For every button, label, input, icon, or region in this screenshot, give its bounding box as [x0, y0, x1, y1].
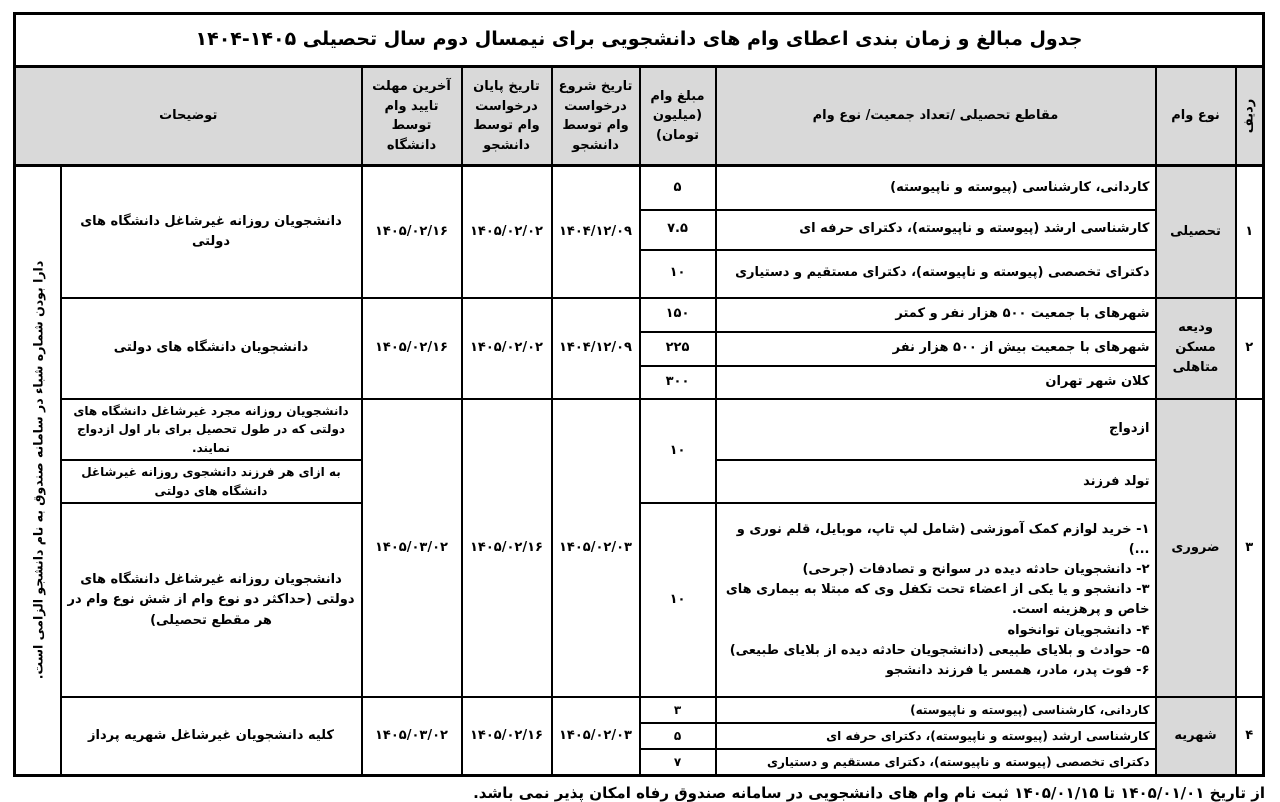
table-title: جدول مبالغ و زمان بندی اعطای وام های دانشجویی برای نیمسال دوم سال تحصیلی ۱۴۰۵-۱۴۰۴ — [14, 14, 1263, 67]
footer-note: از تاریخ ۱۴۰۵/۰۱/۰۱ تا ۱۴۰۵/۰۱/۱۵ ثبت نام وام های دانشجویی در سامانه صندوق رفاه امکان پذیر نمی باشد. — [473, 783, 1265, 802]
list-item: ۴- دانشجویان توانخواه — [1007, 622, 1150, 638]
header-loan-type: نوع وام — [1156, 67, 1236, 166]
level-cell: کلان شهر تهران — [716, 366, 1156, 399]
header-deadline: آخرین مهلت تایید وام توسط دانشگاه — [362, 67, 462, 166]
level-cell: شهرهای با جمعیت ۵۰۰ هزار نفر و کمتر — [716, 298, 1156, 332]
start-date-cell: ۱۴۰۴/۱۲/۰۹ — [552, 298, 640, 399]
table-row — [14, 298, 1263, 332]
header-row-number — [1236, 67, 1264, 166]
amount-cell: ۱۰ — [640, 503, 716, 697]
row-number-cell: ۲ — [1236, 298, 1264, 399]
loan-type-cell: ضروری — [1156, 399, 1236, 698]
level-cell: کاردانی، کارشناسی (پیوسته و ناپیوسته) — [716, 166, 1156, 210]
end-date-cell: ۱۴۰۵/۰۲/۰۲ — [462, 298, 552, 399]
row-number-cell: ۱ — [1236, 166, 1264, 298]
table-row — [14, 399, 1263, 461]
note-cell: کلیه دانشجویان غیرشاغل شهریه پرداز — [61, 697, 362, 775]
emergency-loan-items-cell — [716, 503, 1156, 697]
amount-cell: ۱۰ — [640, 250, 716, 298]
table-title-row — [14, 14, 1263, 67]
note-cell: به ازای هر فرزند دانشجوی روزانه غیرشاغل دانشگاه های دولتی — [61, 460, 362, 503]
loan-type-cell: شهریه — [1156, 697, 1236, 775]
table-header-row — [14, 67, 1263, 166]
level-cell: ازدواج — [716, 399, 1156, 461]
row-number-cell: ۴ — [1236, 697, 1264, 775]
loan-type-cell: تحصیلی — [1156, 166, 1236, 298]
table-row — [14, 166, 1263, 210]
deadline-cell: ۱۴۰۵/۰۳/۰۲ — [362, 399, 462, 698]
header-end-date: تاریخ پایان درخواست وام توسط دانشجو — [462, 67, 552, 166]
start-date-cell: ۱۴۰۵/۰۲/۰۳ — [552, 399, 640, 698]
level-cell: تولد فرزند — [716, 460, 1156, 503]
level-cell: کارشناسی ارشد (پیوسته و ناپیوسته)، دکترای حرفه ای — [716, 210, 1156, 250]
amount-cell: ۷.۵ — [640, 210, 716, 250]
note-cell: دانشجویان روزانه غیرشاغل دانشگاه های دولتی — [61, 166, 362, 298]
level-cell: شهرهای با جمعیت بیش از ۵۰۰ هزار نفر — [716, 332, 1156, 366]
amount-cell: ۱۵۰ — [640, 298, 716, 332]
note-cell: دانشجویان روزانه غیرشاغل دانشگاه های دولتی (حداکثر دو نوع وام از شش نوع وام در هر مقطع تحصیلی) — [61, 503, 362, 697]
deadline-cell: ۱۴۰۵/۰۳/۰۲ — [362, 697, 462, 775]
level-cell: کاردانی، کارشناسی (پیوسته و ناپیوسته) — [716, 697, 1156, 723]
start-date-cell: ۱۴۰۴/۱۲/۰۹ — [552, 166, 640, 298]
amount-cell: ۷ — [640, 749, 716, 775]
end-date-cell: ۱۴۰۵/۰۲/۰۲ — [462, 166, 552, 298]
header-notes: توضیحات — [14, 67, 361, 166]
side-note: دارا بودن شماره شباء در سامانه صندوق به نام دانشجو الزامی است. — [30, 261, 46, 680]
header-levels: مقاطع تحصیلی /تعداد جمعیت/ نوع وام — [716, 67, 1156, 166]
amount-cell: ۵ — [640, 166, 716, 210]
start-date-cell: ۱۴۰۵/۰۲/۰۳ — [552, 697, 640, 775]
table-row — [14, 697, 1263, 723]
header-row-number-label: ردیف — [1241, 98, 1257, 134]
end-date-cell: ۱۴۰۵/۰۲/۱۶ — [462, 399, 552, 698]
note-cell: دانشجویان دانشگاه های دولتی — [61, 298, 362, 399]
end-date-cell: ۱۴۰۵/۰۲/۱۶ — [462, 697, 552, 775]
level-cell: دکترای تخصصی (پیوسته و ناپیوسته)، دکترای مستقیم و دستیاری — [716, 749, 1156, 775]
table-row — [14, 503, 1263, 697]
deadline-cell: ۱۴۰۵/۰۲/۱۶ — [362, 298, 462, 399]
header-amount: مبلغ وام (میلیون تومان) — [640, 67, 716, 166]
list-item: ۲- دانشجویان حادثه دیده در سوانح و تصادفات (جرحی) — [802, 562, 1150, 578]
level-cell: کارشناسی ارشد (پیوسته و ناپیوسته)، دکترای حرفه ای — [716, 723, 1156, 749]
list-item: ۶- فوت پدر، مادر، همسر یا فرزند دانشجو — [885, 662, 1150, 678]
amount-cell: ۳۰۰ — [640, 366, 716, 399]
list-item: ۳- دانشجو و یا یکی از اعضاء تحت تکفل وی که مبتلا به بیماری های خاص و پرهزینه است. — [725, 582, 1150, 618]
amount-cell: ۲۲۵ — [640, 332, 716, 366]
student-loan-schedule-table — [13, 12, 1265, 777]
list-item: ۱- خرید لوازم کمک آموزشی (شامل لپ تاپ، موبایل، قلم نوری و ...) — [736, 521, 1150, 558]
note-cell: دانشجویان روزانه مجرد غیرشاغل دانشگاه های دولتی که در طول تحصیل برای بار اول ازدواج نمایند. — [61, 399, 362, 461]
header-start-date: تاریخ شروع درخواست وام توسط دانشجو — [552, 67, 640, 166]
amount-cell: ۱۰ — [640, 399, 716, 504]
amount-cell: ۵ — [640, 723, 716, 749]
level-cell: دکترای تخصصی (پیوسته و ناپیوسته)، دکترای مستقیم و دستیاری — [716, 250, 1156, 298]
row-number-cell: ۳ — [1236, 399, 1264, 698]
side-note-cell — [14, 166, 60, 776]
deadline-cell: ۱۴۰۵/۰۲/۱۶ — [362, 166, 462, 298]
loan-type-cell: ودیعه مسکن متاهلی — [1156, 298, 1236, 399]
list-item: ۵- حوادث و بلایای طبیعی (دانشجویان حادثه دیده از بلایای طبیعی) — [729, 642, 1150, 658]
amount-cell: ۳ — [640, 697, 716, 723]
